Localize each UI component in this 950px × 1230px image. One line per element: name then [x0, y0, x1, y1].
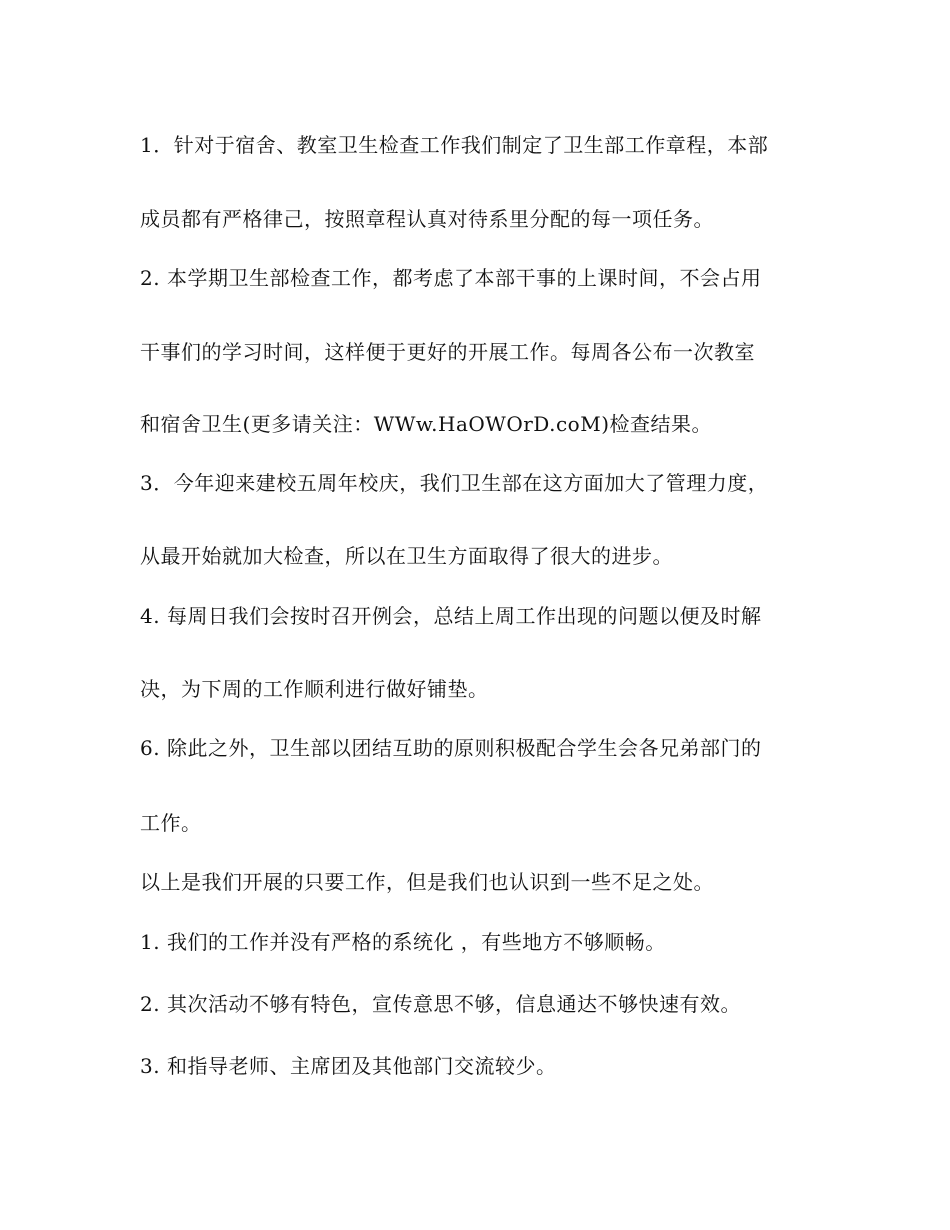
text-line: 1．针对于宿舍、教室卫生检查工作我们制定了卫生部工作章程，本部 [140, 133, 769, 157]
text-line: 干事们的学习时间，这样便于更好的开展工作。每周各公布一次教室 [140, 340, 755, 364]
text-line: 成员都有严格律己，按照章程认真对待系里分配的每一项任务。 [140, 207, 714, 231]
text-line: 3．今年迎来建校五周年校庆，我们卫生部在这方面加大了管理力度， [140, 471, 769, 495]
text-line: 2. 本学期卫生部检查工作，都考虑了本部干事的上课时间，不会占用 [140, 266, 762, 290]
text-line: 3. 和指导老师、主席团及其他部门交流较少。 [140, 1054, 557, 1078]
text-line: 2. 其次活动不够有特色，宣传意思不够，信息通达不够快速有效。 [140, 992, 741, 1016]
text-line: 6. 除此之外，卫生部以团结互助的原则积极配合学生会各兄弟部门的 [140, 736, 762, 760]
text-line: 决，为下周的工作顺利进行做好铺垫。 [140, 677, 489, 701]
text-line: 以上是我们开展的只要工作，但是我们也认识到一些不足之处。 [140, 870, 714, 894]
text-line: 4. 每周日我们会按时召开例会，总结上周工作出现的问题以便及时解 [140, 604, 762, 628]
text-line: 从最开始就加大检查，所以在卫生方面取得了很大的进步。 [140, 544, 673, 568]
text-line: 工作。 [140, 811, 202, 835]
text-line: 1. 我们的工作并没有严格的系统化 ，有些地方不够顺畅。 [140, 930, 666, 954]
text-line: 和宿舍卫生(更多请关注：WWw.HaOWOrD.coM)检查结果。 [140, 412, 712, 436]
